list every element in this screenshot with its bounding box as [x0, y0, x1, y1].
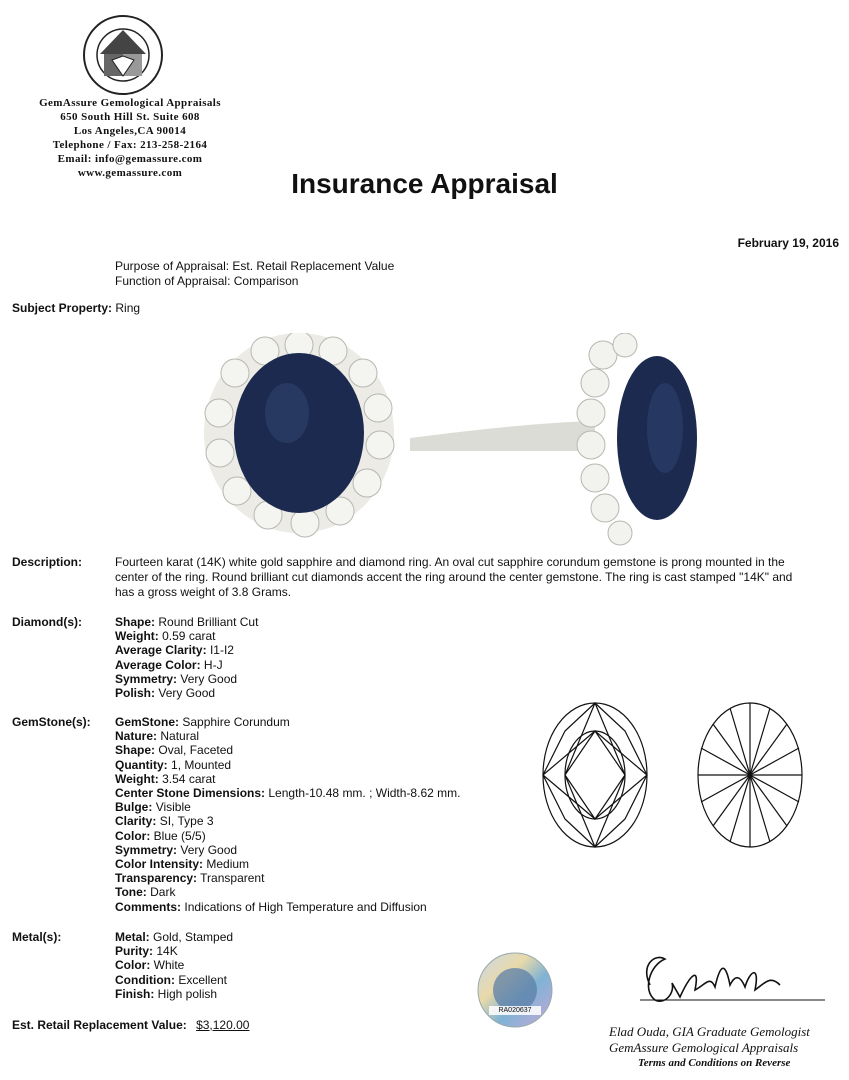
- diamond-field: Weight: 0.59 carat: [115, 629, 216, 644]
- description-label: Description:: [12, 555, 83, 569]
- gemstone-field: Clarity: SI, Type 3: [115, 814, 214, 829]
- company-address-1: 650 South Hill St. Suite 608: [60, 111, 200, 123]
- diamond-field: Polish: Very Good: [115, 686, 216, 701]
- company-website: www.gemassure.com: [77, 167, 183, 179]
- purpose-line: Purpose of Appraisal: Est. Retail Replacement Value: [115, 259, 395, 273]
- ring-photos: [195, 333, 715, 548]
- signer-company: GemAssure Gemological Appraisals: [609, 1040, 799, 1055]
- metal-field: Finish: High polish: [115, 986, 218, 1001]
- gemstone-field: Quantity: 1, Mounted: [115, 757, 232, 772]
- diamond-field: Average Color: H-J: [115, 657, 223, 672]
- terms-note: Terms and Conditions on Reverse: [638, 1057, 791, 1069]
- value-label: Est. Retail Replacement Value:: [12, 1018, 187, 1032]
- gemassure-seal-logo: [82, 14, 164, 96]
- company-name: GemAssure Gemological Appraisals: [39, 97, 221, 109]
- diamond-fields: [115, 615, 258, 700]
- oval-pavilion-facet-diagram: [695, 700, 805, 850]
- ring-side-view: [410, 333, 697, 545]
- company-address-2: Los Angeles,CA 90014: [73, 125, 187, 137]
- gemstone-field: Center Stone Dimensions: Length-10.48 mm. ; Width-8.62 mm.: [115, 786, 461, 801]
- hologram-seal: [475, 950, 555, 1030]
- gemstone-field: Color Intensity: Medium: [115, 857, 250, 872]
- company-email: Email: info@gemassure.com: [57, 153, 203, 165]
- gemstone-field: Color: Blue (5/5): [115, 828, 206, 843]
- gemstone-field: Bulge: Visible: [115, 800, 191, 815]
- gemstone-field: Tone: Dark: [115, 885, 176, 900]
- document-title: Insurance Appraisal: [291, 168, 558, 199]
- function-line: Function of Appraisal: Comparison: [115, 274, 299, 288]
- diamond-field: Shape: Round Brilliant Cut: [115, 615, 259, 629]
- gemstone-field: Symmetry: Very Good: [115, 842, 238, 857]
- metal-field: Purity: 14K: [115, 944, 178, 959]
- subject-label: Subject Property:: [12, 301, 113, 315]
- hologram-code: RA020637: [498, 1007, 532, 1014]
- appraisal-date: February 19, 2016: [737, 236, 839, 250]
- gemstone-fields: [115, 715, 460, 914]
- gemstone-field: Weight: 3.54 carat: [115, 771, 216, 786]
- subject-value: Ring: [115, 301, 141, 315]
- gemstone-field: Comments: Indications of High Temperature and Diffusion: [115, 899, 427, 914]
- diamond-field: Average Clarity: I1-I2: [115, 643, 234, 658]
- diamonds-label: Diamond(s):: [12, 615, 82, 629]
- description-text: Fourteen karat (14K) white gold sapphire and diamond ring. An oval cut sapphire corundum gemstone is prong mounted in the center of the ring. Round brilliant cut diamonds accent the ring around the center gemstone. The ring is cast stamped "14K" and has a gross weight of 3.8 Grams.: [115, 555, 793, 599]
- gemstone-label: GemStone(s):: [12, 715, 91, 729]
- gemstone-field: Nature: Natural: [115, 729, 200, 744]
- metal-label: Metal(s):: [12, 930, 62, 944]
- ring-front-view: [204, 333, 394, 537]
- gemstone-field: GemStone: Sapphire Corundum: [115, 715, 290, 729]
- metal-field: Color: White: [115, 958, 185, 973]
- signer-name: Elad Ouda, GIA Graduate Gemologist: [609, 1024, 810, 1039]
- gemstone-field: Shape: Oval, Faceted: [115, 743, 234, 758]
- subject-property: [12, 301, 140, 315]
- oval-crown-facet-diagram: [540, 700, 650, 850]
- metal-fields: [115, 930, 233, 1001]
- gemstone-field: Transparency: Transparent: [115, 871, 265, 886]
- company-phone: Telephone / Fax: 213-258-2164: [52, 139, 208, 151]
- diamond-field: Symmetry: Very Good: [115, 671, 238, 686]
- handwritten-signature: [620, 945, 830, 1015]
- replacement-value: [12, 1018, 249, 1032]
- metal-field: Condition: Excellent: [115, 972, 228, 987]
- value-amount: $3,120.00: [196, 1018, 250, 1032]
- metal-field: Metal: Gold, Stamped: [115, 930, 234, 944]
